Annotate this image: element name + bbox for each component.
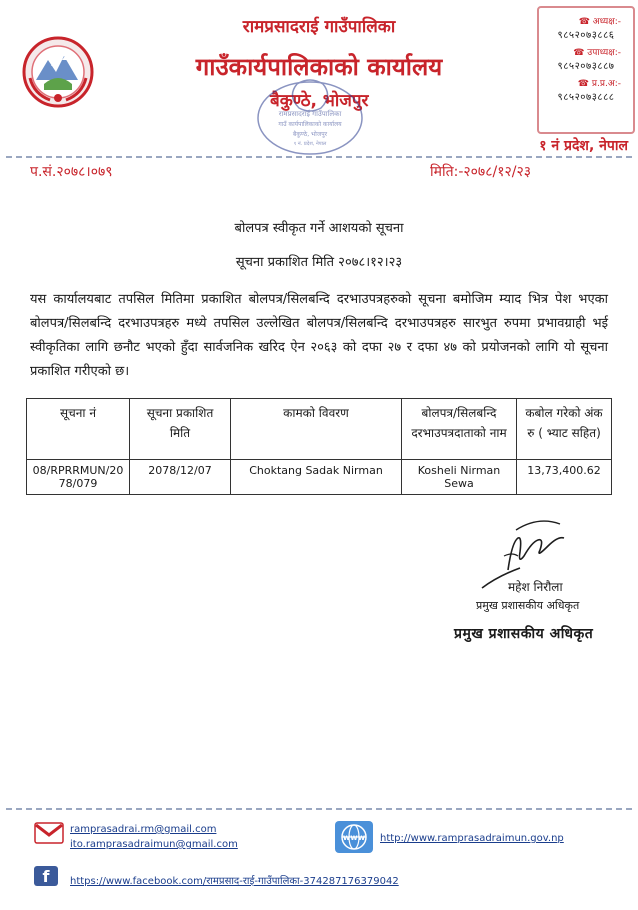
header-bidder-name: बोलपत्र/सिलबन्दि दरभाउपत्रदाताको नाम <box>402 399 517 460</box>
notice-subject: बोलपत्र स्वीकृत गर्ने आशयको सूचना <box>234 221 404 236</box>
email-link-1[interactable]: ramprasadrai.rm@gmail.com <box>70 824 217 835</box>
cell-bidder-name: Kosheli Nirman Sewa <box>402 460 517 495</box>
svg-text:www: www <box>342 833 366 842</box>
letter-date: मिति:-२०७८/१२/२३ <box>430 164 532 180</box>
signatory-stamp: प्रमुख प्रशासकीय अधिकृत <box>454 626 594 642</box>
header-published-date: सूचना प्रकाशित मिति <box>130 399 231 460</box>
header-divider <box>6 156 632 158</box>
bid-table <box>26 398 612 495</box>
cell-bid-amount: 13,73,400.62 <box>517 460 612 495</box>
seal-line-2: गाउँ कार्यपालिकाको कार्यालय <box>278 121 342 128</box>
municipality-name: रामप्रसादराई गाउँपालिका <box>242 17 396 37</box>
phone-number-cao: ९८५२०७३८८८ <box>557 92 615 103</box>
phone-number-vice-chair: ९८५२०७३८८७ <box>557 61 615 72</box>
svg-text:f: f <box>42 867 50 886</box>
cell-published-date: 2078/12/07 <box>130 460 231 495</box>
office-seal-stamp <box>255 78 365 158</box>
www-globe-icon <box>334 820 374 854</box>
contact-phone-box <box>537 6 635 134</box>
facebook-icon <box>34 866 58 886</box>
phone-label-vice-chair: ☎ उपाध्यक्ष:- <box>573 48 621 58</box>
email-link-2[interactable]: ito.ramprasadraimun@gmail.com <box>70 839 238 850</box>
seal-line-4: १ नं. प्रदेश, नेपाल <box>293 141 327 147</box>
signatory-name: महेश निरौला <box>508 580 563 594</box>
office-location: बैकुण्ठे, भोजपुर <box>270 91 369 111</box>
website-link[interactable]: http://www.ramprasadraimun.gov.np <box>380 833 564 844</box>
header-notice-no: सूचना नं <box>27 399 130 460</box>
header-work-description: कामको विवरण <box>231 399 402 460</box>
seal-line-3: बैकुण्ठे, भोजपुर <box>292 131 328 138</box>
signatory-title: प्रमुख प्रशासकीय अधिकृत <box>476 599 580 612</box>
header-bid-amount: कबोल गरेको अंक रु ( भ्याट सहित) <box>517 399 612 460</box>
notice-published-date: सूचना प्रकाशित मिति २०७८।१२।२३ <box>235 255 403 270</box>
cell-work-description: Choktang Sadak Nirman <box>231 460 402 495</box>
facebook-link[interactable]: https://www.facebook.com/रामप्रसाद-राई-गाउँपालिका-374287176379042 <box>70 876 399 887</box>
cell-notice-no: 08/RPRRMUN/2078/079 <box>27 460 130 495</box>
table-header-row <box>27 399 612 460</box>
gmail-icon <box>34 822 64 844</box>
phone-number-chair: ९८५२०७३८८६ <box>557 30 615 41</box>
office-name: गाउँकार्यपालिकाको कार्यालय <box>195 53 443 81</box>
phone-label-chair: ☎ अध्यक्ष:- <box>578 17 621 27</box>
table-row <box>27 460 612 495</box>
reference-number: प.सं.२०७८।०७९ <box>30 164 113 180</box>
phone-label-cao: ☎ प्र.प्र.अ:- <box>577 79 621 89</box>
seal-line-1: रामप्रसादराई गाउँपालिका <box>278 110 342 118</box>
notice-body: यस कार्यालयबाट तपसिल मितिमा प्रकाशित बोलपत्र/सिलबन्दि दरभाउपत्रहरुको सूचना बमोजिम म्याद भित्र पेश भएका बोलपत्र/सिलबन्दि दरभाउपत्रहरु मध्ये तपसिल उल्लेखित बोलपत्र/सिलबन्दि दरभाउपत्रहरु सारभुत रुपमा प्रभावग्राही भई स्वीकृतिका लागि छनौट भएको हुँदा सार्वजनिक खरिद ऐन २०६३ को दफा २७ र दफा ४७ को प्रयोजनको लागि यो सूचना प्रकाशित गरीएको छ। <box>30 292 608 379</box>
province-text: १ नं प्रदेश, नेपाल <box>539 138 628 154</box>
footer-divider <box>6 808 632 810</box>
